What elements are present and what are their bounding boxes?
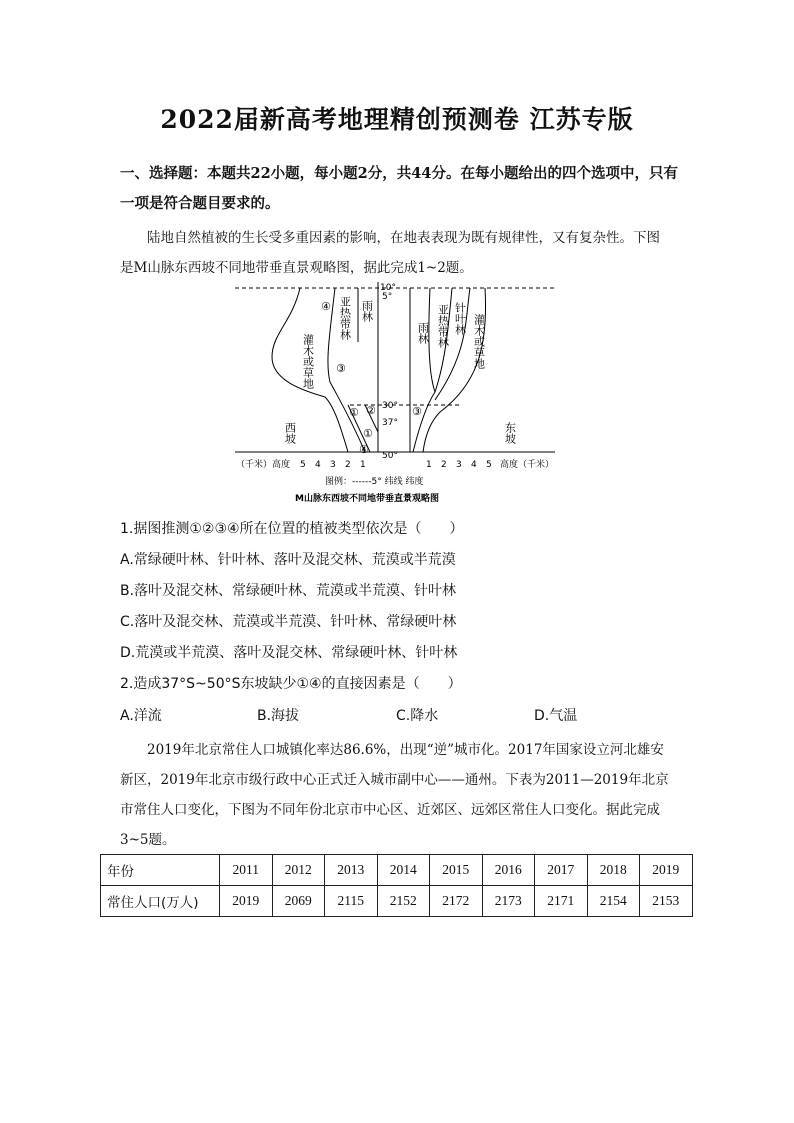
lat-label: 10° <box>380 283 396 293</box>
year-cell: 2014 <box>377 855 430 886</box>
year-cell: 2015 <box>430 855 483 886</box>
west-zone-subtropical: 亚热带林 <box>338 296 352 340</box>
table-row-population <box>101 886 693 917</box>
east-zone-rainforest: 雨林 <box>416 322 430 344</box>
year-cell: 2019 <box>640 855 693 886</box>
population-cell: 2115 <box>325 886 378 917</box>
section-heading-line-1: 一、选择题：本题共22小题，每小题2分，共44分。在每小题给出的四个选项中，只有 <box>120 165 678 182</box>
west-axis-title: （千米）高度 <box>236 460 291 470</box>
west-tick: 3 <box>330 460 336 470</box>
year-cell: 2011 <box>220 855 273 886</box>
question-2-stem: 2.造成37°S~50°S东坡缺少①④的直接因素是（ ） <box>120 676 462 692</box>
year-cell: 2016 <box>482 855 535 886</box>
intro2-line-3: 市常住人口变化，下图为不同年份北京市中心区、近郊区、远郊区常住人口变化。据此完成 <box>120 802 660 818</box>
population-cell: 2173 <box>482 886 535 917</box>
west-tick: 2 <box>345 460 351 470</box>
diagram-caption: M山脉东西坡不同地带垂直景观略图 <box>295 494 439 504</box>
marker: ④ <box>321 300 331 313</box>
east-tick: 4 <box>471 460 477 470</box>
west-slope-label: 西坡 <box>283 422 297 444</box>
marker: ① <box>349 406 359 419</box>
vertical-landscape-diagram <box>230 282 560 512</box>
west-tick: 1 <box>360 460 366 470</box>
year-cell: 2013 <box>325 855 378 886</box>
section-heading-line-2: 一项是符合题目要求的。 <box>120 195 280 212</box>
lat-label: 30° <box>382 401 398 411</box>
lat-label: 37° <box>382 418 398 428</box>
question-1-stem: 1.据图推测①②③④所在位置的植被类型依次是（ ） <box>120 521 464 537</box>
year-cell: 2017 <box>535 855 588 886</box>
intro2-line-4: 3~5题。 <box>120 832 176 848</box>
population-cell: 2069 <box>272 886 325 917</box>
east-zone-subtropical: 亚热带林 <box>436 304 450 348</box>
intro2-line-2: 新区，2019年北京市级行政中心正式迁入城市副中心——通州。下表为2011—2019年北京 <box>120 772 669 788</box>
diagram-legend: 图例：------5° 纬线 纬度 <box>325 477 424 487</box>
west-zone-shrub: 灌木或草地 <box>301 334 315 389</box>
west-zone-rainforest: 雨林 <box>360 300 374 322</box>
question-1-option-b[interactable]: B.落叶及混交林、常绿硬叶林、荒漠或半荒漠、针叶林 <box>120 583 457 599</box>
table-row-years <box>101 855 693 886</box>
population-cell: 2152 <box>377 886 430 917</box>
year-cell: 2018 <box>587 855 640 886</box>
east-zone-shrub: 灌木或草地 <box>472 314 486 369</box>
marker: ③ <box>336 362 346 375</box>
east-tick: 2 <box>441 460 447 470</box>
intro-paragraph-line-2: 是M山脉东西坡不同地带垂直景观略图，据此完成1~2题。 <box>120 260 473 276</box>
population-cell: 2153 <box>640 886 693 917</box>
population-cell: 2154 <box>587 886 640 917</box>
marker: ② <box>366 404 376 417</box>
question-1-option-a[interactable]: A.常绿硬叶林、针叶林、落叶及混交林、荒漠或半荒漠 <box>120 552 456 568</box>
question-1-option-c[interactable]: C.落叶及混交林、荒漠或半荒漠、针叶林、常绿硬叶林 <box>120 614 457 630</box>
question-2-option-d[interactable]: D.气温 <box>534 708 578 724</box>
east-tick: 1 <box>426 460 432 470</box>
marker: ③ <box>412 405 422 418</box>
west-tick: 5 <box>300 460 306 470</box>
east-tick: 3 <box>456 460 462 470</box>
question-1-option-d[interactable]: D.荒漠或半荒漠、落叶及混交林、常绿硬叶林、针叶林 <box>120 645 458 661</box>
lat-label: 5° <box>382 292 393 302</box>
west-tick: 4 <box>315 460 321 470</box>
population-cell: 2171 <box>535 886 588 917</box>
intro2-line-1: 2019年北京常住人口城镇化率达86.6%，出现“逆”城市化。2017年国家设立河北雄安 <box>147 742 664 758</box>
page-title: 2022届新高考地理精创预测卷 江苏专版 <box>160 105 634 134</box>
year-cell: 2012 <box>272 855 325 886</box>
marker: ④ <box>359 443 369 456</box>
marker: ① <box>363 427 373 440</box>
population-cell: 2019 <box>220 886 273 917</box>
question-2-option-b[interactable]: B.海拔 <box>257 708 300 724</box>
east-tick: 5 <box>486 460 492 470</box>
question-2-option-c[interactable]: C.降水 <box>396 708 439 724</box>
east-axis-title: 高度（千米） <box>500 460 555 470</box>
question-2-option-a[interactable]: A.洋流 <box>120 708 162 724</box>
east-zone-conifer: 针叶林 <box>453 302 467 335</box>
population-cell: 2172 <box>430 886 483 917</box>
population-table <box>100 854 693 917</box>
east-slope-label: 东坡 <box>503 422 517 444</box>
row-header-year: 年份 <box>101 855 220 886</box>
row-header-population: 常住人口(万人) <box>101 886 220 917</box>
intro-paragraph-line-1: 陆地自然植被的生长受多重因素的影响，在地表表现为既有规律性，又有复杂性。下图 <box>147 230 660 246</box>
lat-label: 50° <box>382 451 398 461</box>
